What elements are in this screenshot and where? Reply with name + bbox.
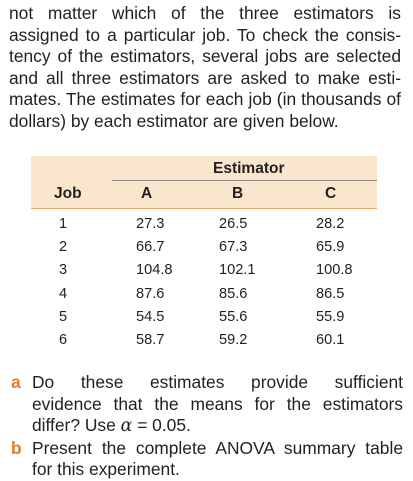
column-header-c: C — [325, 185, 337, 202]
estimate-cell-a: 27.3 — [136, 216, 165, 232]
estimate-cell-c: 100.8 — [316, 262, 353, 279]
paragraph-line: not matter which of the three estimators is — [9, 3, 401, 23]
estimate-cell-b: 67.3 — [219, 239, 248, 256]
question-text: = 0.05. — [132, 415, 191, 436]
column-header-a: A — [141, 185, 153, 202]
estimate-cell-b: 59.2 — [219, 332, 248, 348]
estimate-cell-a: 54.5 — [136, 308, 165, 325]
estimator-group-label: Estimator — [213, 160, 285, 177]
job-number: 3 — [59, 262, 68, 279]
estimate-cell-c: 55.9 — [316, 308, 345, 325]
paragraph-line: dollars) by each estimator are given below. — [9, 110, 339, 131]
paragraph-line: mates. The estimates for each job (in thousands of — [9, 89, 401, 110]
estimator-group-underline — [112, 180, 377, 181]
table-header-rule — [31, 208, 377, 209]
job-number: 4 — [59, 285, 68, 302]
question-letter: b — [11, 437, 22, 458]
job-number: 1 — [59, 216, 68, 232]
job-column-header: Job — [54, 185, 82, 202]
estimate-cell-b: 55.6 — [219, 308, 248, 325]
estimate-cell-b: 26.5 — [219, 216, 248, 232]
question-line: Do these estimates provide sufficient — [32, 372, 403, 392]
question-line — [32, 415, 403, 438]
question-letter: a — [11, 372, 21, 392]
estimate-cell-b: 85.6 — [219, 285, 248, 302]
question-line: Present the complete ANOVA summary table — [32, 437, 403, 458]
question-text: differ? Use — [32, 415, 121, 436]
alpha-symbol: α — [120, 416, 133, 437]
paragraph-line: assigned to a particular job. To check the consis- — [9, 24, 401, 45]
paragraph-line: and all three estimators are asked to make esti- — [9, 67, 401, 88]
job-number: 5 — [59, 308, 68, 325]
estimate-cell-a: 66.7 — [136, 239, 165, 256]
estimates-table — [31, 156, 377, 356]
estimate-cell-a: 58.7 — [136, 332, 165, 348]
question-b — [11, 438, 403, 481]
estimate-cell-c: 60.1 — [316, 332, 345, 348]
question-line: evidence that the means for the estimators — [32, 393, 403, 414]
estimate-cell-c: 28.2 — [316, 216, 345, 232]
job-number: 6 — [59, 332, 68, 348]
intro-paragraph — [9, 3, 401, 133]
estimate-cell-a: 87.6 — [136, 285, 165, 302]
job-number: 2 — [59, 239, 68, 256]
estimate-cell-a: 104.8 — [136, 262, 173, 279]
question-list — [11, 372, 403, 481]
estimate-cell-b: 102.1 — [219, 262, 256, 279]
paragraph-line: tency of the estimators, several jobs are selected — [9, 46, 401, 67]
question-line: for this experiment. — [32, 459, 180, 480]
estimate-cell-c: 86.5 — [316, 285, 345, 302]
estimate-cell-c: 65.9 — [316, 239, 345, 256]
column-header-b: B — [232, 185, 244, 202]
question-a — [11, 372, 403, 438]
